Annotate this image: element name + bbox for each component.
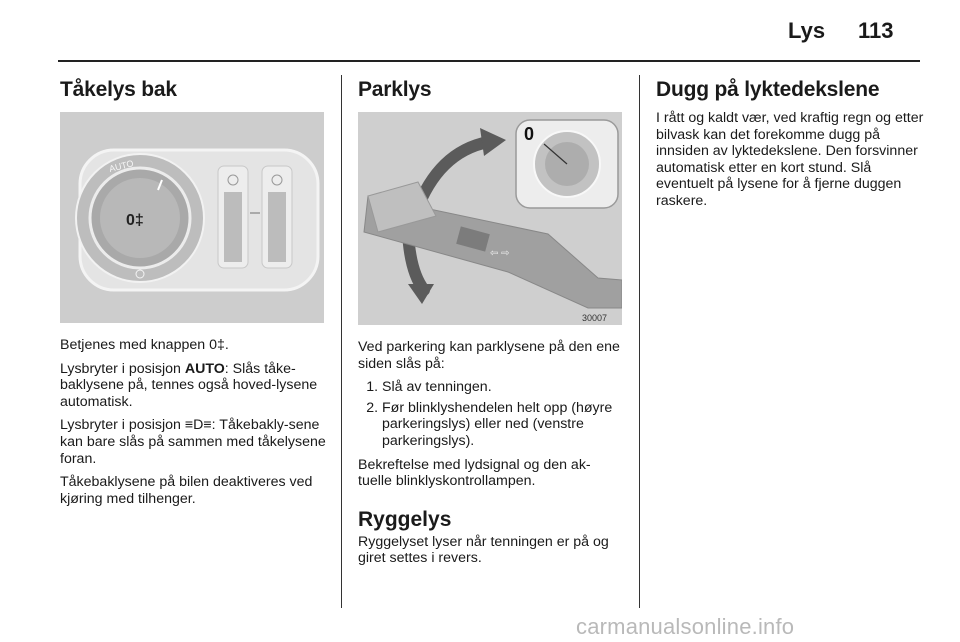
header-title: Lys [788,18,826,43]
column-divider-2 [639,75,640,608]
section-heading-parking: Parklys [358,78,432,101]
svg-text:0: 0 [524,124,535,144]
page-number: 113 [858,18,894,43]
list-item: 1. Slå av tenningen. [382,379,624,396]
section-heading-condensation: Dugg på lyktedekslene [656,78,880,101]
light-switch-drawing [60,112,324,323]
light-switch-illustration [60,112,324,323]
svg-text:AUTO: AUTO [108,158,135,174]
paragraph-trailer: Tåkebaklysene på bilen deaktiveres ved kjøring med tilhenger. [60,474,313,507]
column-parking-light [358,78,624,574]
text-switch-position-prefix: Lysbryter i posisjon [60,360,185,377]
turn-signal-lever-drawing [358,112,622,325]
watermark: carmanualsonline.info [576,614,795,639]
paragraph-confirmation: Bekreftelse med lydsignal og den ak-tuelle blinklyskontrollampen. [358,456,591,490]
paragraph-reverse-light: Ryggelyset lyser når tenningen er på og giret settes i revers. [358,533,609,567]
svg-text:⇦ ⇨: ⇦ ⇨ [490,248,510,259]
text-auto: AUTO [184,360,225,377]
paragraph-fog-position: Lysbryter i posisjon ≡D≡: Tåkebakly-sene kan bare slås på sammen med tåkelysene foran. [60,417,326,467]
header-rule [58,60,920,62]
parking-steps-list [358,379,624,449]
paragraph-auto-position [60,361,326,411]
paragraph-condensation: I rått og kaldt vær, ved kraftig regn og etter bilvask kan det forekomme dugg på innsiden av lyktedekslene. Den forsvinner automatisk etter en kort stund. Slå eventuelt på lysene for å fjerne duggen raskere. [656,110,924,209]
section-heading-rear-fog: Tåkelys bak [60,78,177,101]
svg-text:0‡: 0‡ [126,212,144,229]
text-auto-description: : Slås tåke-baklysene på, tennes også hoved-lysene automatisk. [60,360,318,410]
section-heading-reverse: Ryggelys [358,507,452,531]
paragraph-parking-intro: Ved parkering kan parklysene på den ene siden slås på: [358,339,620,372]
turn-signal-lever-illustration [358,112,622,325]
paragraph-button: Betjenes med knappen 0‡. [60,337,229,353]
svg-text:30007: 30007 [582,313,608,323]
list-item: 2. Før blinklyshendelen helt opp (høyre parkeringslys) eller ned (venstre parkeringslys). [382,400,624,450]
column-rear-fog-light [60,78,326,514]
column-condensation [656,78,924,217]
column-divider-1 [341,75,342,608]
